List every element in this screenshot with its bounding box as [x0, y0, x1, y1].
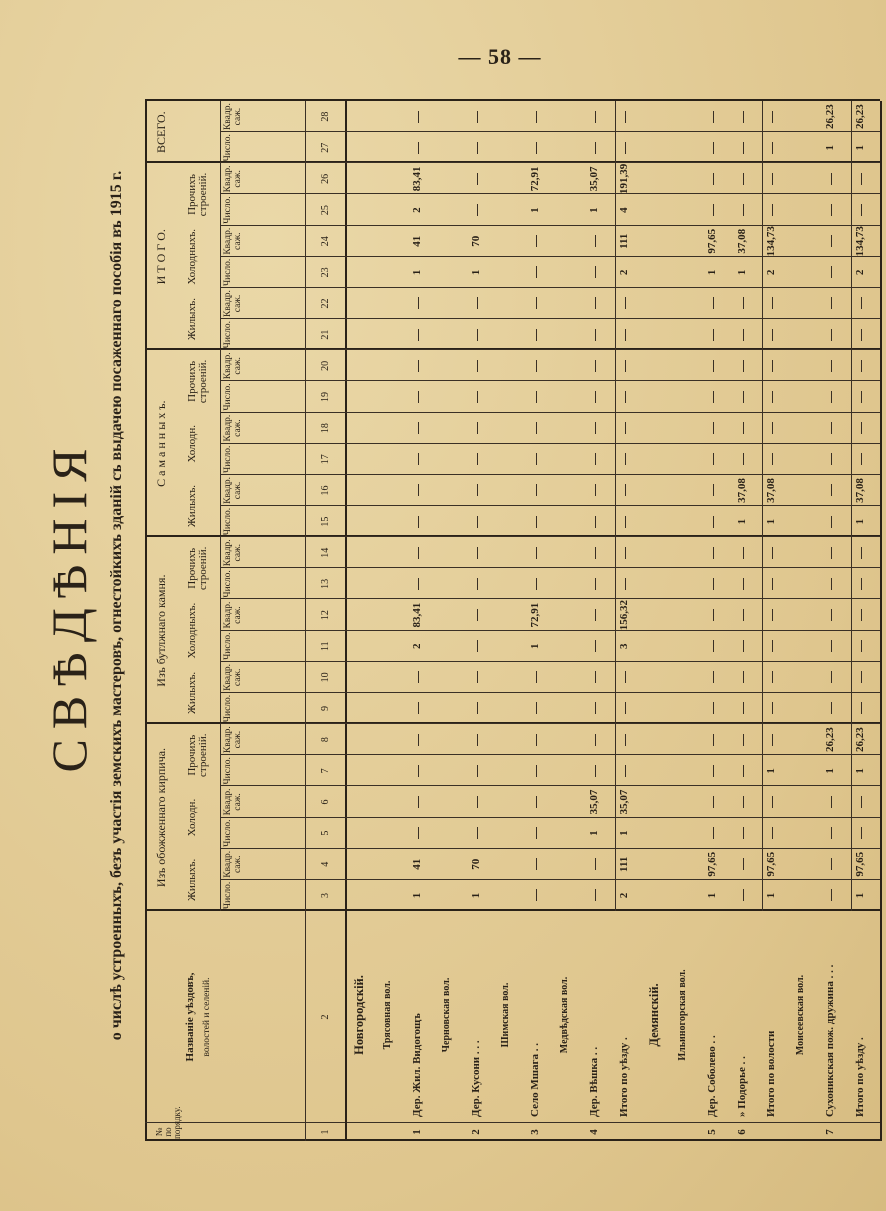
- cell-value: 37,08: [735, 228, 748, 254]
- row-name: Дер. Жил. Видогощъ: [411, 1013, 423, 1117]
- row-number: 3: [529, 1129, 541, 1135]
- column-label: Число.: [223, 196, 233, 224]
- group-header: Изъ обожженнаго кирпича.: [154, 747, 168, 888]
- group-header: Изъ бутлжнаго камня.: [154, 574, 168, 687]
- column-label: Число.: [223, 694, 233, 723]
- cell-value: 1: [824, 145, 836, 151]
- cell-value: 26,23: [853, 104, 866, 129]
- column-number: 20: [320, 360, 331, 371]
- cell-value: 2: [411, 207, 423, 213]
- cell-value: 156,32: [617, 599, 630, 631]
- cell-value: 26,23: [853, 727, 866, 753]
- cell-value: 1: [765, 892, 777, 899]
- column-label: Число.: [223, 507, 233, 536]
- document-title: СВѢДѢНІЯ: [41, 438, 97, 773]
- cell-value: 1: [411, 892, 423, 899]
- cell-value: 41: [411, 858, 423, 870]
- column-number: 26: [320, 173, 331, 184]
- cell-value: 1: [529, 643, 541, 649]
- column-number: 5: [320, 830, 331, 836]
- column-number: 21: [320, 329, 331, 340]
- table-rule: [220, 879, 880, 880]
- table-rule: [220, 661, 880, 662]
- cell-value: 70: [470, 235, 482, 247]
- group-header: И Т О Г О.: [154, 229, 168, 285]
- cell-value: 2: [411, 643, 423, 649]
- table-rule: [220, 598, 880, 599]
- cell-value: 1: [470, 892, 482, 899]
- row-number: 6: [735, 1129, 748, 1135]
- column-number: 16: [320, 485, 331, 496]
- table-rule: [880, 101, 882, 1141]
- column-label: Квадр. саж.: [223, 726, 243, 754]
- cell-value: 1: [824, 768, 836, 774]
- row-number: 7: [824, 1129, 836, 1135]
- cell-value: 2: [853, 269, 866, 276]
- subgroup-header: Холодн.: [186, 798, 198, 837]
- column-label: Квадр. саж.: [223, 663, 243, 691]
- cell-value: 37,08: [735, 478, 748, 503]
- cell-value: 1: [765, 518, 777, 525]
- row-name: Дер. Кусони . . .: [470, 1040, 482, 1117]
- page-number: — 58 —: [458, 44, 542, 69]
- subgroup-header: Прочихъ строеній.: [186, 172, 209, 217]
- table-rule: [220, 505, 880, 506]
- column-label: Квадр. саж.: [223, 477, 243, 504]
- row-name: Моисеевская вол.: [794, 974, 806, 1056]
- subgroup-header: Прочихъ строеній.: [186, 546, 209, 591]
- table-rule: [220, 287, 880, 288]
- name-header-line2: волостей и селеній.: [202, 977, 212, 1057]
- row-name: Дер. Вѣшка . .: [588, 1046, 600, 1117]
- row-name: Шимская вол.: [499, 982, 511, 1048]
- row-name: Сухоникская пож. дружина . . .: [824, 964, 836, 1117]
- cell-value: 72,91: [529, 166, 541, 192]
- table-rule: [220, 817, 880, 818]
- row-name: Черновская вол.: [440, 977, 452, 1053]
- column-label: Квадр. саж.: [223, 601, 243, 629]
- column-number: 23: [320, 267, 331, 278]
- cell-value: 35,07: [588, 789, 600, 815]
- column-label: Квадр. саж.: [223, 227, 243, 255]
- row-name: Новгородскій.: [352, 975, 366, 1055]
- cell-value: 1: [706, 269, 718, 276]
- table-rule: [220, 692, 880, 693]
- row-number: 5: [706, 1129, 718, 1135]
- table-rule: [220, 380, 880, 381]
- cell-value: 97,65: [765, 851, 777, 877]
- subgroup-header: Прочихъ строеній.: [186, 359, 209, 404]
- cell-value: 41: [411, 235, 423, 247]
- cell-value: 191,39: [617, 163, 630, 195]
- row-number-header: № по порядку.: [154, 1106, 182, 1139]
- table-rule: [220, 349, 880, 350]
- column-number: 24: [320, 236, 331, 247]
- table-rule: [220, 474, 880, 475]
- name-header-line1: Названіе уѣздовъ,: [184, 972, 196, 1062]
- row-name: Медвѣдская вол.: [558, 976, 570, 1054]
- column-label: Число.: [223, 757, 233, 785]
- table-rule: [220, 193, 880, 194]
- column-number: 27: [320, 142, 331, 153]
- column-number: 8: [320, 737, 331, 743]
- subgroup-header: Холодныхъ.: [186, 228, 198, 285]
- cell-value: 35,07: [617, 789, 630, 815]
- table-rule: [220, 101, 221, 911]
- column-label: Квадр. саж.: [223, 165, 243, 193]
- cell-value: 2: [617, 892, 630, 899]
- table-rule: [220, 318, 880, 319]
- row-number: 1: [411, 1129, 423, 1135]
- subgroup-header: Жилыхъ.: [186, 298, 198, 341]
- cell-value: 97,65: [706, 851, 718, 877]
- cell-value: 1: [853, 145, 866, 151]
- cell-value: 1: [735, 518, 748, 525]
- table-rule: [220, 443, 880, 444]
- cell-value: 70: [470, 858, 482, 870]
- table-rule: [220, 630, 880, 631]
- cell-value: 35,07: [588, 166, 600, 192]
- cell-value: 111: [617, 233, 630, 249]
- subgroup-header: Жилыхъ.: [186, 671, 198, 715]
- cell-value: 1: [617, 830, 630, 836]
- column-label: Число.: [223, 632, 233, 660]
- table-rule: [220, 225, 880, 226]
- cell-value: 97,65: [853, 851, 866, 877]
- column-label: Квадр. саж.: [223, 850, 243, 878]
- table-rule: [145, 1139, 880, 1141]
- cell-value: 134,73: [765, 226, 777, 257]
- table-rule: [220, 567, 880, 568]
- column-label: Число.: [223, 383, 233, 411]
- column-label: Число.: [223, 258, 233, 287]
- group-header: ВСЕГО.: [154, 111, 168, 153]
- column-number: 11: [320, 641, 331, 652]
- subgroup-header: Жилыхъ.: [186, 858, 198, 901]
- subgroup-header: Холодн.: [186, 424, 198, 463]
- column-label: Число.: [223, 819, 233, 847]
- row-name: Демянскій.: [647, 983, 661, 1047]
- table-rule: [305, 101, 306, 1141]
- column-number: 28: [320, 111, 331, 122]
- document-subtitle: о числѣ устроенныхъ, безъ участія земскихъ мастеровъ, огнестойкихъ зданій съ выдачею посаженнаго пособія въ 1915 г.: [108, 170, 125, 1041]
- cell-value: 83,41: [411, 166, 423, 192]
- cell-value: 37,08: [765, 478, 777, 503]
- column-number: 6: [320, 799, 331, 805]
- subgroup-header: Жилыхъ.: [186, 484, 198, 528]
- cell-value: 37,08: [853, 478, 866, 503]
- table-rule: [220, 412, 880, 413]
- table-rule: [220, 131, 880, 132]
- cell-value: 111: [617, 856, 630, 872]
- row-name: Ильиногорская вол.: [676, 969, 688, 1061]
- table-rule: [615, 101, 616, 911]
- column-label: Квадр. саж.: [223, 103, 243, 131]
- table-rule: [145, 1122, 880, 1123]
- cell-value: 4: [617, 207, 630, 213]
- table-rule: [220, 848, 880, 849]
- column-label: Квадр. саж.: [223, 290, 243, 317]
- column-number: 4: [320, 861, 331, 867]
- column-number: 12: [320, 610, 331, 621]
- column-number: 3: [320, 892, 331, 898]
- column-label: Число.: [223, 445, 233, 473]
- cell-value: 1: [853, 768, 866, 774]
- cell-value: 1: [529, 207, 541, 213]
- cell-value: 2: [617, 269, 630, 276]
- column-number: 2: [320, 1014, 331, 1020]
- row-name: Итого по уѣзду .: [617, 1037, 630, 1117]
- cell-value: 1: [735, 269, 748, 276]
- column-number: 10: [320, 672, 331, 683]
- cell-value: 1: [853, 892, 866, 899]
- row-name: Дер. Соболево . .: [706, 1035, 718, 1117]
- cell-value: 1: [853, 518, 866, 525]
- cell-value: 72,91: [529, 602, 541, 628]
- column-number: 18: [320, 423, 331, 434]
- row-name: Итого по уѣзду .: [853, 1037, 866, 1117]
- cell-value: 1: [470, 269, 482, 276]
- table-rule: [220, 723, 880, 724]
- column-number: 13: [320, 578, 331, 589]
- row-name: Трясовная вол.: [381, 980, 393, 1050]
- column-number: 7: [320, 768, 331, 774]
- table-rule: [220, 162, 880, 163]
- column-number: 14: [320, 547, 331, 558]
- column-number: 22: [320, 298, 331, 309]
- table-rule: [220, 256, 880, 257]
- column-label: Квадр. саж.: [223, 414, 243, 442]
- column-number: 19: [320, 391, 331, 402]
- table-rule: [345, 101, 347, 1141]
- table-rule: [145, 101, 147, 1141]
- cell-value: 97,65: [706, 228, 718, 254]
- column-label: Квадр. саж.: [223, 539, 243, 567]
- cell-value: 1: [706, 892, 718, 899]
- row-name: Итого по волости: [765, 1030, 777, 1117]
- column-number: 1: [320, 1129, 331, 1135]
- row-number: 2: [470, 1129, 482, 1135]
- cell-value: 3: [617, 643, 630, 649]
- subgroup-header: Холодныхъ.: [186, 602, 198, 659]
- cell-value: 2: [765, 269, 777, 276]
- table-rule: [220, 536, 880, 537]
- column-label: Число.: [223, 570, 233, 598]
- cell-value: 1: [588, 830, 600, 836]
- subgroup-header: Прочихъ строеній.: [186, 733, 209, 777]
- cell-value: 83,41: [411, 602, 423, 628]
- column-label: Квадр. саж.: [223, 352, 243, 380]
- cell-value: 1: [411, 269, 423, 276]
- cell-value: 26,23: [824, 104, 836, 129]
- cell-value: 26,23: [824, 727, 836, 753]
- table-rule: [851, 101, 852, 911]
- row-number: 4: [588, 1129, 600, 1135]
- table-rule: [220, 754, 880, 755]
- row-name: » Подорье . .: [735, 1056, 748, 1117]
- column-label: Квадр. саж.: [223, 788, 243, 816]
- column-number: 25: [320, 205, 331, 216]
- column-label: Число.: [223, 881, 233, 910]
- column-label: Число.: [223, 134, 233, 162]
- column-label: Число.: [223, 321, 233, 349]
- column-number: 9: [320, 706, 331, 712]
- row-name: Село Мшага . .: [529, 1042, 541, 1117]
- column-number: 15: [320, 516, 331, 527]
- table-rule: [220, 785, 880, 786]
- cell-value: 1: [588, 207, 600, 213]
- group-header: С а м а н н ы х ъ.: [154, 400, 168, 487]
- cell-value: 134,73: [853, 226, 866, 257]
- table-rule: [762, 101, 763, 911]
- column-number: 17: [320, 454, 331, 465]
- cell-value: 1: [765, 768, 777, 774]
